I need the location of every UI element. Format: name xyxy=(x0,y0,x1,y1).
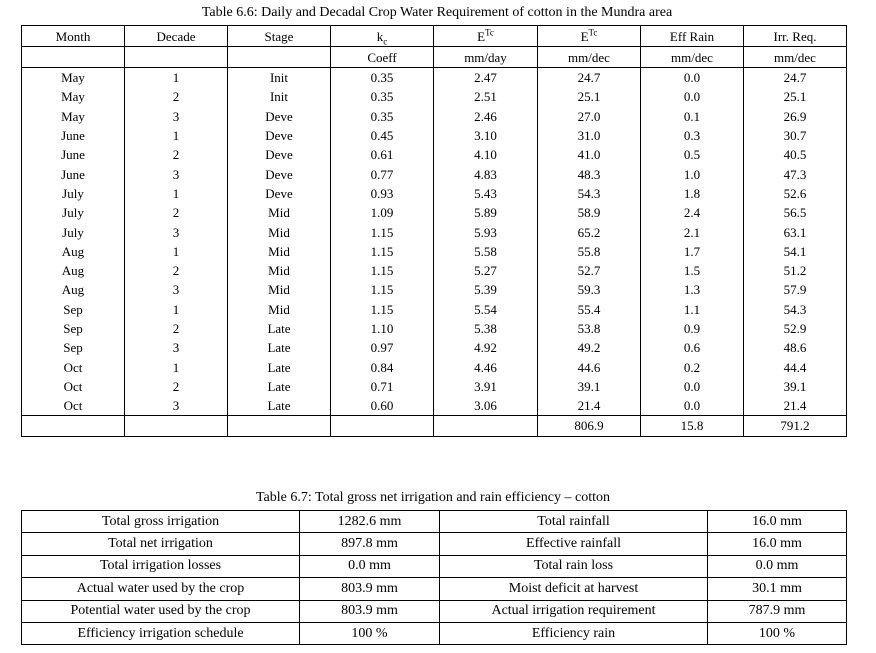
efficiency-value: 787.9 mm xyxy=(708,600,847,622)
cell-kc: 0.71 xyxy=(331,377,434,396)
cell-etc-day: 3.10 xyxy=(434,126,538,145)
cell-etc-day: 5.58 xyxy=(434,242,538,261)
cell-month: Sep xyxy=(22,300,125,319)
cell-kc: 0.45 xyxy=(331,126,434,145)
cell-stage: Mid xyxy=(228,280,331,299)
cell-irr-req: 21.4 xyxy=(744,396,847,416)
units-month xyxy=(22,47,125,68)
cell-stage: Mid xyxy=(228,300,331,319)
header-etc-day xyxy=(434,26,538,47)
table-row xyxy=(22,396,847,416)
totals-etc-day xyxy=(434,416,538,436)
units-etc-day: mm/day xyxy=(434,47,538,68)
table-row xyxy=(22,300,847,319)
cell-decade: 1 xyxy=(125,68,228,88)
cell-kc: 0.60 xyxy=(331,396,434,416)
efficiency-row xyxy=(22,622,847,644)
cell-stage: Mid xyxy=(228,203,331,222)
cell-stage: Late xyxy=(228,357,331,376)
table-row xyxy=(22,107,847,126)
table-row xyxy=(22,68,847,88)
crop-water-requirement-table xyxy=(21,25,847,437)
cell-decade: 3 xyxy=(125,222,228,241)
cell-stage: Deve xyxy=(228,184,331,203)
efficiency-value: 100 % xyxy=(708,622,847,644)
units-stage xyxy=(228,47,331,68)
cell-etc-day: 2.46 xyxy=(434,107,538,126)
cell-etc-dec: 25.1 xyxy=(538,87,641,106)
cell-decade: 1 xyxy=(125,184,228,203)
cell-stage: Late xyxy=(228,377,331,396)
cell-eff-rain: 0.9 xyxy=(641,319,744,338)
cell-month: June xyxy=(22,126,125,145)
cell-eff-rain: 1.0 xyxy=(641,164,744,183)
cell-eff-rain: 2.1 xyxy=(641,222,744,241)
irrigation-efficiency-table xyxy=(21,510,847,645)
cell-irr-req: 25.1 xyxy=(744,87,847,106)
cell-month: May xyxy=(22,107,125,126)
cell-month: July xyxy=(22,184,125,203)
efficiency-label: Actual water used by the crop xyxy=(22,578,300,600)
efficiency-row xyxy=(22,578,847,600)
units-decade xyxy=(125,47,228,68)
cell-irr-req: 63.1 xyxy=(744,222,847,241)
cell-eff-rain: 0.2 xyxy=(641,357,744,376)
cell-eff-rain: 0.0 xyxy=(641,396,744,416)
cell-etc-day: 5.38 xyxy=(434,319,538,338)
header-etc-dec-sup: Tc xyxy=(588,27,598,38)
cell-decade: 2 xyxy=(125,87,228,106)
cell-kc: 1.15 xyxy=(331,242,434,261)
cell-stage: Deve xyxy=(228,145,331,164)
cell-kc: 1.15 xyxy=(331,261,434,280)
cell-eff-rain: 1.3 xyxy=(641,280,744,299)
cell-month: June xyxy=(22,164,125,183)
units-etc-dec: mm/dec xyxy=(538,47,641,68)
header-irr-req: Irr. Req. xyxy=(744,26,847,47)
table-row xyxy=(22,280,847,299)
cell-eff-rain: 0.0 xyxy=(641,87,744,106)
units-row xyxy=(22,47,847,68)
cell-eff-rain: 1.8 xyxy=(641,184,744,203)
efficiency-value: 16.0 mm xyxy=(708,533,847,555)
header-stage: Stage xyxy=(228,26,331,47)
cell-month: Oct xyxy=(22,377,125,396)
cell-month: Oct xyxy=(22,357,125,376)
cell-decade: 3 xyxy=(125,338,228,357)
header-kc-sub: c xyxy=(383,36,388,47)
cell-month: Sep xyxy=(22,338,125,357)
table-row xyxy=(22,87,847,106)
cell-stage: Deve xyxy=(228,107,331,126)
efficiency-label: Total gross irrigation xyxy=(22,511,300,533)
header-etc-dec-base: E xyxy=(580,28,589,44)
header-kc-base: k xyxy=(376,28,384,44)
cell-etc-dec: 55.4 xyxy=(538,300,641,319)
efficiency-label: Total rain loss xyxy=(440,555,708,577)
cell-etc-day: 3.91 xyxy=(434,377,538,396)
cell-stage: Late xyxy=(228,319,331,338)
cell-etc-dec: 31.0 xyxy=(538,126,641,145)
cell-decade: 3 xyxy=(125,107,228,126)
cell-kc: 1.09 xyxy=(331,203,434,222)
cell-etc-day: 5.39 xyxy=(434,280,538,299)
efficiency-value: 803.9 mm xyxy=(300,578,440,600)
cell-irr-req: 52.6 xyxy=(744,184,847,203)
cell-etc-dec: 55.8 xyxy=(538,242,641,261)
cell-kc: 0.93 xyxy=(331,184,434,203)
cell-stage: Late xyxy=(228,396,331,416)
cell-month: May xyxy=(22,68,125,88)
cell-kc: 1.15 xyxy=(331,222,434,241)
cell-decade: 2 xyxy=(125,261,228,280)
header-etc-day-base: E xyxy=(477,28,486,44)
cell-decade: 2 xyxy=(125,145,228,164)
table-row xyxy=(22,319,847,338)
cell-etc-day: 3.06 xyxy=(434,396,538,416)
table-row xyxy=(22,184,847,203)
efficiency-value: 16.0 mm xyxy=(708,511,847,533)
cell-stage: Init xyxy=(228,68,331,88)
cell-stage: Mid xyxy=(228,261,331,280)
efficiency-value: 0.0 mm xyxy=(300,555,440,577)
table-6-7-caption: Table 6.7: Total gross net irrigation and rain efficiency – cotton xyxy=(255,490,611,505)
total-irr-req: 791.2 xyxy=(744,416,847,436)
efficiency-row xyxy=(22,555,847,577)
cell-month: Oct xyxy=(22,396,125,416)
cell-irr-req: 54.3 xyxy=(744,300,847,319)
cell-etc-dec: 49.2 xyxy=(538,338,641,357)
cell-decade: 3 xyxy=(125,396,228,416)
cell-etc-dec: 53.8 xyxy=(538,319,641,338)
cell-irr-req: 54.1 xyxy=(744,242,847,261)
cell-eff-rain: 1.5 xyxy=(641,261,744,280)
table-row xyxy=(22,377,847,396)
table-row xyxy=(22,261,847,280)
cell-etc-dec: 39.1 xyxy=(538,377,641,396)
total-etc-dec: 806.9 xyxy=(538,416,641,436)
cell-decade: 3 xyxy=(125,280,228,299)
efficiency-label: Efficiency irrigation schedule xyxy=(22,622,300,644)
cell-irr-req: 57.9 xyxy=(744,280,847,299)
cell-month: Aug xyxy=(22,242,125,261)
cell-decade: 2 xyxy=(125,203,228,222)
cell-stage: Late xyxy=(228,338,331,357)
efficiency-value: 0.0 mm xyxy=(708,555,847,577)
cell-month: June xyxy=(22,145,125,164)
cell-irr-req: 56.5 xyxy=(744,203,847,222)
cell-irr-req: 44.4 xyxy=(744,357,847,376)
header-etc-day-sup: Tc xyxy=(485,27,494,38)
table-row xyxy=(22,357,847,376)
cell-decade: 3 xyxy=(125,164,228,183)
efficiency-row xyxy=(22,600,847,622)
header-etc-dec xyxy=(538,26,641,47)
table-row xyxy=(22,338,847,357)
cell-irr-req: 30.7 xyxy=(744,126,847,145)
cell-irr-req: 48.6 xyxy=(744,338,847,357)
cell-decade: 2 xyxy=(125,377,228,396)
efficiency-label: Efficiency rain xyxy=(440,622,708,644)
table-body xyxy=(22,68,847,437)
efficiency-value: 1282.6 mm xyxy=(300,511,440,533)
cell-irr-req: 26.9 xyxy=(744,107,847,126)
cell-eff-rain: 0.6 xyxy=(641,338,744,357)
efficiency-value: 100 % xyxy=(300,622,440,644)
cell-etc-day: 2.47 xyxy=(434,68,538,88)
table-6-6-caption: Table 6.6: Daily and Decadal Crop Water Requirement of cotton in the Mundra area xyxy=(201,5,673,20)
cell-kc: 0.35 xyxy=(331,87,434,106)
table-row xyxy=(22,242,847,261)
cell-stage: Deve xyxy=(228,164,331,183)
cell-eff-rain: 0.5 xyxy=(641,145,744,164)
cell-stage: Deve xyxy=(228,126,331,145)
efficiency-label: Potential water used by the crop xyxy=(22,600,300,622)
cell-month: July xyxy=(22,203,125,222)
table-row xyxy=(22,203,847,222)
cell-irr-req: 47.3 xyxy=(744,164,847,183)
cell-kc: 0.77 xyxy=(331,164,434,183)
cell-etc-day: 4.46 xyxy=(434,357,538,376)
cell-irr-req: 52.9 xyxy=(744,319,847,338)
total-eff-rain: 15.8 xyxy=(641,416,744,436)
header-eff-rain: Eff Rain xyxy=(641,26,744,47)
cell-decade: 1 xyxy=(125,300,228,319)
efficiency-label: Effective rainfall xyxy=(440,533,708,555)
cell-kc: 1.15 xyxy=(331,300,434,319)
cell-month: July xyxy=(22,222,125,241)
cell-etc-day: 5.54 xyxy=(434,300,538,319)
efficiency-label: Total net irrigation xyxy=(22,533,300,555)
cell-etc-dec: 27.0 xyxy=(538,107,641,126)
cell-eff-rain: 0.1 xyxy=(641,107,744,126)
cell-stage: Mid xyxy=(228,242,331,261)
efficiency-label: Actual irrigation requirement xyxy=(440,600,708,622)
cell-etc-dec: 44.6 xyxy=(538,357,641,376)
table-row xyxy=(22,222,847,241)
efficiency-value: 30.1 mm xyxy=(708,578,847,600)
totals-decade xyxy=(125,416,228,436)
cell-eff-rain: 0.0 xyxy=(641,377,744,396)
cell-irr-req: 39.1 xyxy=(744,377,847,396)
cell-kc: 1.15 xyxy=(331,280,434,299)
cell-etc-day: 5.93 xyxy=(434,222,538,241)
cell-eff-rain: 0.3 xyxy=(641,126,744,145)
cell-irr-req: 40.5 xyxy=(744,145,847,164)
cell-etc-dec: 54.3 xyxy=(538,184,641,203)
efficiency-label: Total rainfall xyxy=(440,511,708,533)
cell-kc: 0.84 xyxy=(331,357,434,376)
cell-kc: 1.10 xyxy=(331,319,434,338)
cell-stage: Init xyxy=(228,87,331,106)
cell-etc-dec: 59.3 xyxy=(538,280,641,299)
cell-etc-day: 4.10 xyxy=(434,145,538,164)
units-irr-req: mm/dec xyxy=(744,47,847,68)
cell-eff-rain: 0.0 xyxy=(641,68,744,88)
efficiency-value: 897.8 mm xyxy=(300,533,440,555)
cell-kc: 0.35 xyxy=(331,107,434,126)
cell-decade: 1 xyxy=(125,126,228,145)
cell-eff-rain: 1.1 xyxy=(641,300,744,319)
cell-stage: Mid xyxy=(228,222,331,241)
efficiency-row xyxy=(22,533,847,555)
cell-etc-dec: 58.9 xyxy=(538,203,641,222)
cell-etc-day: 4.92 xyxy=(434,338,538,357)
cell-etc-dec: 65.2 xyxy=(538,222,641,241)
cell-month: Aug xyxy=(22,261,125,280)
table-row xyxy=(22,164,847,183)
totals-stage xyxy=(228,416,331,436)
header-month: Month xyxy=(22,26,125,47)
cell-etc-day: 5.27 xyxy=(434,261,538,280)
units-kc: Coeff xyxy=(331,47,434,68)
totals-kc xyxy=(331,416,434,436)
cell-etc-dec: 52.7 xyxy=(538,261,641,280)
cell-month: Sep xyxy=(22,319,125,338)
cell-decade: 1 xyxy=(125,357,228,376)
cell-etc-day: 5.43 xyxy=(434,184,538,203)
cell-etc-day: 5.89 xyxy=(434,203,538,222)
cell-etc-day: 4.83 xyxy=(434,164,538,183)
cell-kc: 0.97 xyxy=(331,338,434,357)
efficiency-table-body xyxy=(22,511,847,645)
efficiency-label: Total irrigation losses xyxy=(22,555,300,577)
table-row xyxy=(22,126,847,145)
cell-decade: 2 xyxy=(125,319,228,338)
header-kc xyxy=(331,26,434,47)
cell-irr-req: 24.7 xyxy=(744,68,847,88)
cell-kc: 0.35 xyxy=(331,68,434,88)
table-row xyxy=(22,145,847,164)
cell-etc-dec: 48.3 xyxy=(538,164,641,183)
cell-etc-day: 2.51 xyxy=(434,87,538,106)
totals-month xyxy=(22,416,125,436)
cell-etc-dec: 21.4 xyxy=(538,396,641,416)
header-row xyxy=(22,26,847,47)
cell-eff-rain: 2.4 xyxy=(641,203,744,222)
cell-month: May xyxy=(22,87,125,106)
cell-month: Aug xyxy=(22,280,125,299)
cell-decade: 1 xyxy=(125,242,228,261)
cell-eff-rain: 1.7 xyxy=(641,242,744,261)
cell-irr-req: 51.2 xyxy=(744,261,847,280)
cell-etc-dec: 24.7 xyxy=(538,68,641,88)
cell-kc: 0.61 xyxy=(331,145,434,164)
cell-etc-dec: 41.0 xyxy=(538,145,641,164)
units-eff-rain: mm/dec xyxy=(641,47,744,68)
header-decade: Decade xyxy=(125,26,228,47)
efficiency-row xyxy=(22,511,847,533)
totals-row xyxy=(22,416,847,436)
efficiency-value: 803.9 mm xyxy=(300,600,440,622)
efficiency-label: Moist deficit at harvest xyxy=(440,578,708,600)
